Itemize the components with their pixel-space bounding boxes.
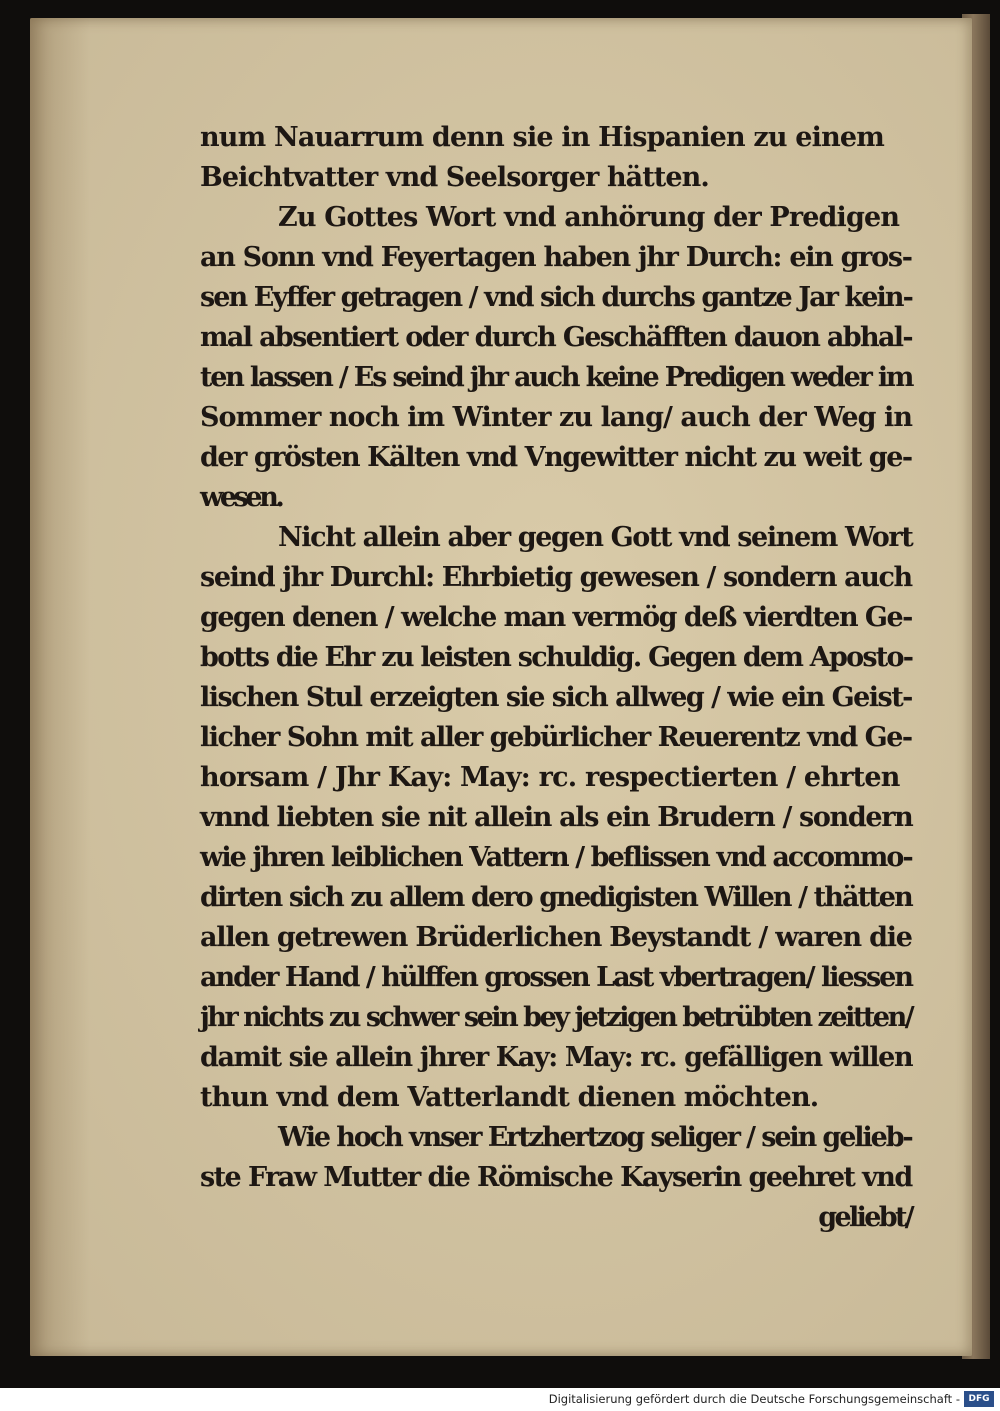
text-line: horsam / Jhr Kay: May: rc. respectierten / ehrten [200,762,900,793]
text-line: licher Sohn mit aller gebürlicher Reuerentz vnd Ge- [200,722,912,753]
text-line: botts die Ehr zu leisten schuldig. Gegen dem Aposto- [200,642,913,673]
text-line: jhr nichts zu schwer sein bey jetzigen betrübten zeitten/ [200,1002,913,1033]
text-line: dirten sich zu allem dero gnedigisten Willen / thätten [200,882,912,913]
catchword: geliebt/ [818,1202,912,1233]
funding-credit: Digitalisierung gefördert durch die Deutsche Forschungsgemeinschaft - [548,1392,960,1406]
text-line: allen getrewen Brüderlichen Beystandt / waren die [200,922,912,953]
text-block [200,118,930,1238]
text-line: wie jhren leiblichen Vattern / beflissen vnd accommo- [200,842,912,873]
text-line: gegen denen / welche man vermög deß vierdten Ge- [200,602,912,633]
text-line: Beichtvatter vnd Seelsorger hätten. [200,162,709,193]
text-line: vnnd liebten sie nit allein als ein Brudern / sondern [200,802,913,833]
page-gutter-shadow [30,18,90,1356]
text-line: sen Eyffer getragen / vnd sich durchs gantze Jar kein- [200,282,912,313]
text-line: num Nauarrum denn sie in Hispanien zu einem [200,122,885,153]
dfg-logo: DFG [964,1391,994,1407]
text-line: seind jhr Durchl: Ehrbietig gewesen / sondern auch [200,562,912,593]
text-line: Zu Gottes Wort vnd anhörung der Predigen [278,202,900,233]
text-line: thun vnd dem Vatterlandt dienen möchten. [200,1082,819,1113]
text-line: damit sie allein jhrer Kay: May: rc. gefälligen willen [200,1042,913,1073]
text-line: Sommer noch im Winter zu lang/ auch der Weg in [200,402,913,433]
text-line: ste Fraw Mutter die Römische Kayserin geehret vnd [200,1162,912,1193]
text-line: wesen. [200,482,282,513]
text-line: Nicht allein aber gegen Gott vnd seinem Wort [278,522,913,553]
text-line: ten lassen / Es seind jhr auch keine Predigen weder im [200,362,913,393]
footer-bar [0,1388,1000,1411]
text-line: ander Hand / hülffen grossen Last vbertragen/ liessen [200,962,913,993]
text-line: an Sonn vnd Feyertagen haben jhr Durch: ein gros- [200,242,912,273]
text-line: der grösten Kälten vnd Vngewitter nicht zu weit ge- [200,442,912,473]
text-line: mal absentiert oder durch Geschäfften dauon abhal- [200,322,912,353]
text-line: lischen Stul erzeigten sie sich allweg / wie ein Geist- [200,682,912,713]
text-line: Wie hoch vnser Ertzhertzog seliger / sein gelieb- [278,1122,912,1153]
